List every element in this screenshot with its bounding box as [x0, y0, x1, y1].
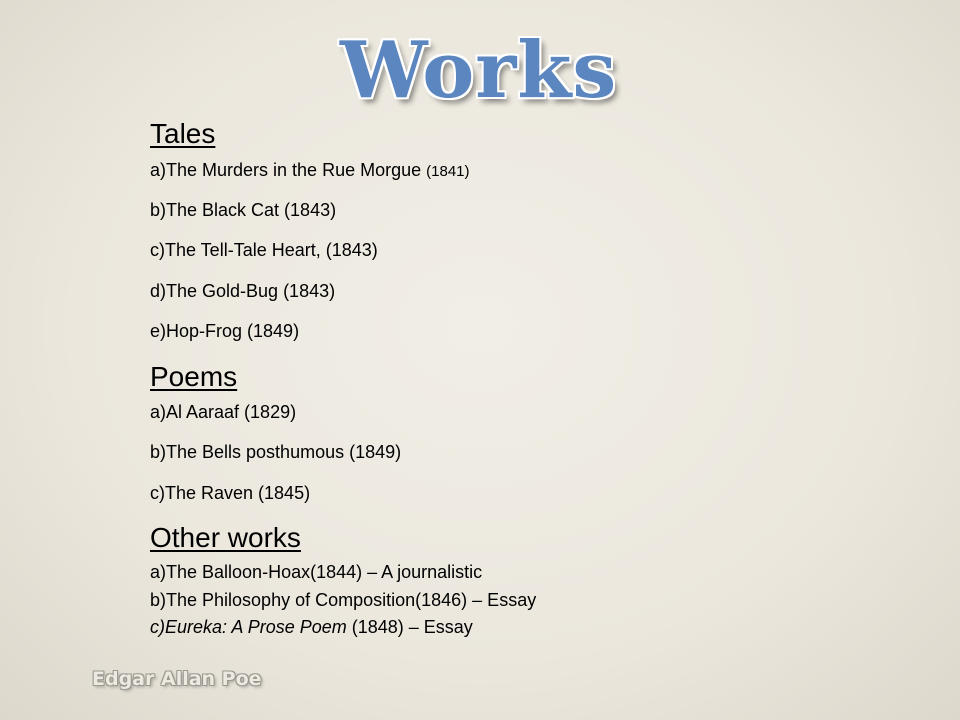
other-works-item-rest: (1848) – Essay	[346, 617, 473, 637]
tales-item: b)The Black Cat (1843)	[150, 200, 337, 220]
tales-item: d)The Gold-Bug (1843)	[150, 281, 336, 301]
poems-item: c)The Raven (1845)	[150, 483, 311, 503]
poems-item: a)Al Aaraaf (1829)	[150, 402, 297, 422]
tales-item: e)Hop-Frog (1849)	[150, 321, 300, 341]
other-works-item-italic: c)Eureka: A Prose Poem	[150, 617, 347, 637]
tales-item-year: (1841)	[426, 163, 470, 180]
other-works-item	[150, 617, 473, 638]
other-works-item: b)The Philosophy of Composition(1846) – Essay	[150, 590, 537, 610]
other-works-heading: Other works	[150, 522, 301, 553]
tales-heading: Tales	[150, 118, 216, 149]
tales-item	[150, 160, 470, 181]
poems-heading: Poems	[150, 361, 238, 392]
tales-item-text: a)The Murders in the Rue Morgue	[150, 160, 427, 180]
poems-item: b)The Bells posthumous (1849)	[150, 442, 402, 462]
author-footer: Edgar Allan Poe	[92, 668, 262, 690]
tales-item: c)The Tell-Tale Heart, (1843)	[150, 240, 378, 260]
other-works-item: a)The Balloon-Hoax(1844) – A journalistic	[150, 562, 483, 582]
slide-title: Works	[340, 25, 618, 116]
